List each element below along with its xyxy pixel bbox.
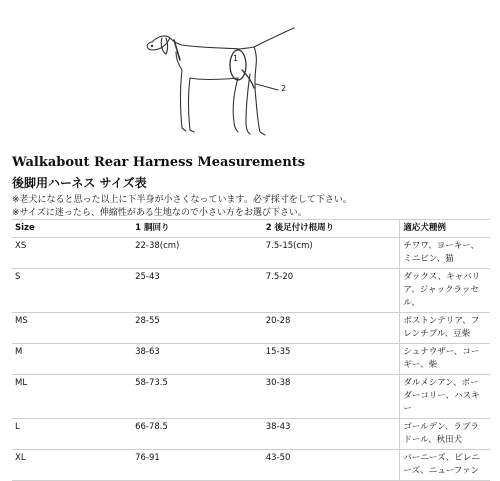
column-header-size: Size bbox=[12, 220, 132, 238]
girth-cell: 28-55 bbox=[132, 313, 263, 344]
girth-cell: 58-73.5 bbox=[132, 375, 263, 419]
size-table bbox=[12, 219, 490, 481]
rear-leg-cell: 7.5-15(cm) bbox=[263, 238, 400, 269]
table-row bbox=[12, 375, 490, 419]
girth-cell: 76-91 bbox=[132, 450, 263, 481]
table-row bbox=[12, 313, 490, 344]
breeds-cell: ゴールデン、ラブラドール、秋田犬 bbox=[400, 419, 490, 450]
rear-leg-cell: 30-38 bbox=[263, 375, 400, 419]
column-header-rear-leg: 2 後足付け根周り bbox=[263, 220, 400, 238]
size-cell: S bbox=[12, 269, 132, 313]
rear-leg-cell: 15-35 bbox=[263, 344, 400, 375]
size-cell: L bbox=[12, 419, 132, 450]
rear-leg-cell: 7.5-20 bbox=[263, 269, 400, 313]
size-cell: M bbox=[12, 344, 132, 375]
column-header-girth: 1 胴回り bbox=[132, 220, 263, 238]
breeds-cell: ダルメシアン、ボーダーコリー、ハスキー bbox=[400, 375, 490, 419]
rear-leg-cell: 20-28 bbox=[263, 313, 400, 344]
breeds-cell: バーニーズ、ピレニーズ、ニューファン bbox=[400, 450, 490, 481]
size-cell: XS bbox=[12, 238, 132, 269]
girth-cell: 66-78.5 bbox=[132, 419, 263, 450]
note-text: ※老犬になると思った以上に下半身が小さくなっています。必ず採寸をして下さい。 bbox=[12, 195, 352, 205]
page-subtitle: 後脚用ハーネス サイズ表 bbox=[12, 176, 147, 190]
breeds-cell: チワワ、ヨーキー、ミニピン、猫 bbox=[400, 238, 490, 269]
girth-cell: 38-63 bbox=[132, 344, 263, 375]
breeds-cell: ダックス、キャバリア、ジャックラッセル、 bbox=[400, 269, 490, 313]
size-cell: MS bbox=[12, 313, 132, 344]
column-header-breeds: 適応犬種例 bbox=[400, 220, 490, 238]
dog-outline-icon bbox=[130, 8, 310, 148]
marker-1-label: 1 bbox=[233, 54, 239, 63]
page-title: Walkabout Rear Harness Measurements bbox=[12, 155, 306, 170]
table-row bbox=[12, 238, 490, 269]
table-header-row bbox=[12, 220, 490, 238]
breeds-cell: シュナウザー、コーギー、柴 bbox=[400, 344, 490, 375]
table-row bbox=[12, 269, 490, 313]
table-row bbox=[12, 344, 490, 375]
breeds-cell: ボストンテリア、フレンチブル、豆柴 bbox=[400, 313, 490, 344]
girth-cell: 25-43 bbox=[132, 269, 263, 313]
note-text: ※サイズに迷ったら、伸縮性がある生地なので小さい方をお選び下さい。 bbox=[12, 208, 307, 218]
girth-cell: 22-38(cm) bbox=[132, 238, 263, 269]
table-row bbox=[12, 419, 490, 450]
rear-leg-cell: 43-50 bbox=[263, 450, 400, 481]
dog-measurement-illustration bbox=[130, 8, 310, 148]
size-cell: XL bbox=[12, 450, 132, 481]
marker-2-label: 2 bbox=[281, 84, 287, 93]
table-row bbox=[12, 450, 490, 481]
size-cell: ML bbox=[12, 375, 132, 419]
rear-leg-cell: 38-43 bbox=[263, 419, 400, 450]
